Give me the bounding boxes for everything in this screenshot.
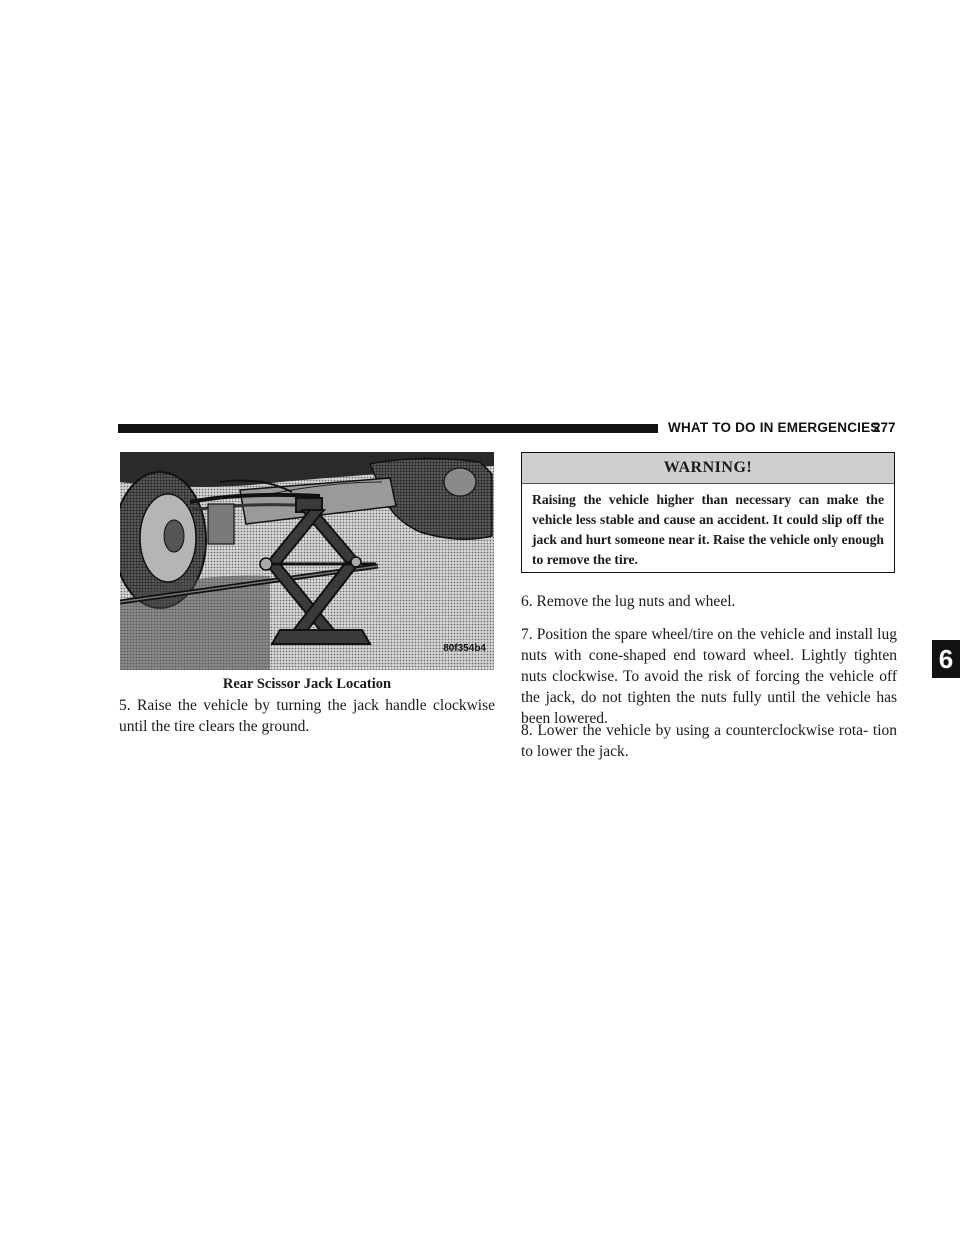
figure-caption: Rear Scissor Jack Location (222, 676, 392, 692)
step-6-text: 6. Remove the lug nuts and wheel. (521, 593, 736, 610)
warning-text: Raising the vehicle higher than necessary can make the vehicle less stable and cause an accident. It could slip off the jack and hurt someone near it. Raise the vehicle only enough to remove the tire. (532, 492, 884, 567)
step-8-text: 8. Lower the vehicle by using a counterclockwise rota- tion to lower the jack. (521, 722, 897, 760)
step-5-text: 5. Raise the vehicle by turning the jack handle clockwise until the tire clears the ground. (119, 697, 495, 735)
jack-location-figure (120, 452, 494, 670)
chapter-tab: 6 (932, 640, 960, 678)
warning-heading: WARNING! (522, 453, 894, 484)
section-title: WHAT TO DO IN EMERGENCIES (668, 420, 880, 435)
warning-box (521, 452, 895, 573)
page-number: 277 (873, 420, 896, 435)
figure-code: 80f354b4 (443, 643, 486, 654)
step-7-text: 7. Position the spare wheel/tire on the vehicle and install lug nuts with cone-shaped end toward wheel. Lightly tighten nuts clockwise. To avoid the risk of forcing the vehicle off the jack, do not tighten the nuts fully until the vehicle has been lowered. (521, 626, 897, 727)
header-rule (118, 424, 658, 433)
scissor-jack-illustration (120, 452, 494, 670)
